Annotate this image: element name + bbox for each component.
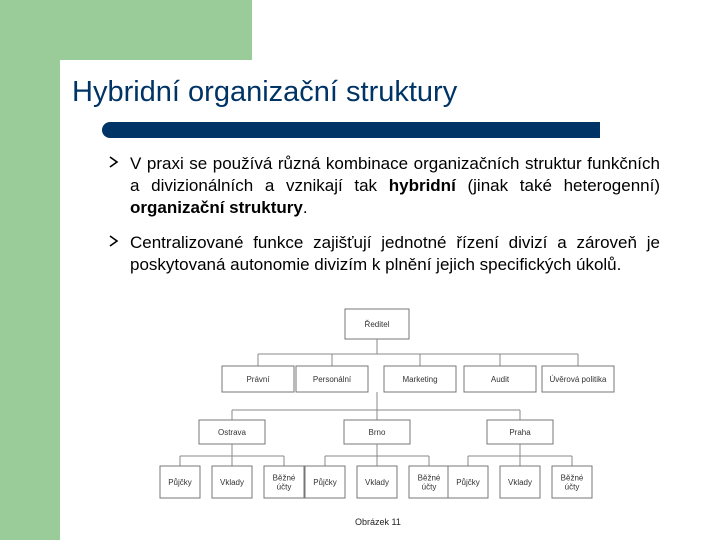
slide-title: Hybridní organizační struktury	[72, 76, 458, 108]
bullet-emphasis-text: organizační struktury	[130, 198, 303, 217]
org-division-node	[344, 420, 410, 444]
org-unit-node	[160, 466, 200, 498]
org-unit-node	[409, 466, 449, 498]
org-function-node	[542, 366, 614, 392]
org-node-label: Běžné	[417, 473, 441, 483]
org-unit-node	[552, 466, 592, 498]
org-unit-node	[305, 466, 345, 498]
org-node-label: Praha	[509, 428, 531, 437]
org-root-node	[345, 309, 409, 339]
org-node-label: účty	[276, 482, 292, 492]
org-function-node	[464, 366, 536, 392]
org-node-label: Vklady	[219, 478, 245, 487]
org-unit-node	[500, 466, 540, 498]
org-node-label: Audit	[490, 375, 510, 384]
org-node-label: Vklady	[364, 478, 390, 487]
figure-caption: Obrázek 11	[355, 517, 401, 527]
org-function-node	[222, 366, 294, 392]
bullet-emphasis-text: hybridní	[388, 176, 456, 195]
org-division-node	[199, 420, 265, 444]
org-node-label: Marketing	[402, 375, 438, 384]
org-node-label: Půjčky	[456, 478, 480, 487]
org-node-label: Ředitel	[364, 320, 390, 329]
org-node-label: účty	[421, 482, 437, 492]
org-node-label: účty	[564, 482, 580, 492]
org-function-node	[384, 366, 456, 392]
org-node-label: Právní	[246, 375, 270, 384]
org-node-label: Úvěrová politika	[549, 375, 607, 384]
bullet-text-segment: V praxi se používá různá kombinace organizačních struktur funkčních a divizionálních a vznikají tak	[130, 154, 660, 195]
org-unit-node	[448, 466, 488, 498]
org-node-label: Půjčky	[313, 478, 337, 487]
org-function-node	[296, 366, 368, 392]
org-node-label: Běžné	[272, 473, 296, 483]
org-node-label: Běžné	[560, 473, 584, 483]
org-node-label: Vklady	[507, 478, 533, 487]
bullet-text-segment: (jinak také heterogenní)	[455, 176, 660, 195]
org-unit-node	[212, 466, 252, 498]
org-node-label: Půjčky	[168, 478, 192, 487]
org-node-label: Brno	[368, 428, 386, 437]
org-division-node	[487, 420, 553, 444]
org-node-label: Ostrava	[217, 428, 247, 437]
org-unit-node	[264, 466, 304, 498]
org-node-label: Personální	[312, 375, 352, 384]
org-unit-node	[357, 466, 397, 498]
bullet-text-segment: .	[302, 198, 308, 217]
bullet-text-segment: Centralizované funkce zajišťují jednotné řízení divizí a zároveň je poskytovaná autonomie divizím k plnění jejich specifických úkolů.	[130, 233, 660, 274]
